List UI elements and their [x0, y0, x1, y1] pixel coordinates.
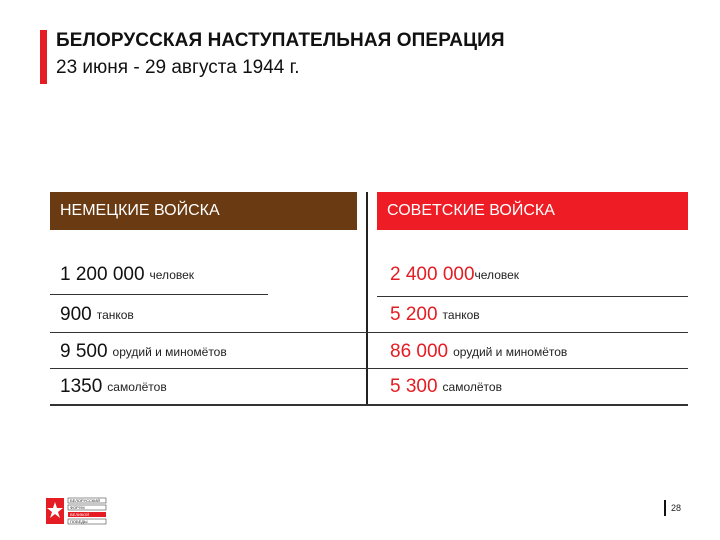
german-row-personnel — [60, 257, 194, 293]
page-number: 28 — [671, 503, 682, 513]
title-accent-bar — [40, 30, 47, 84]
german-aircraft-unit: самолётов — [107, 380, 167, 394]
table-bottom-border — [50, 404, 688, 406]
column-divider — [366, 192, 368, 404]
german-artillery-value: 9 500 — [60, 341, 108, 362]
soviet-row-artillery — [390, 334, 567, 370]
soviet-row-aircraft — [390, 369, 502, 405]
german-tanks-unit: танков — [96, 308, 134, 322]
german-artillery-unit: орудий и миномётов — [112, 345, 227, 359]
soviet-personnel-value: 2 400 000 — [390, 264, 475, 285]
german-aircraft-value: 1350 — [60, 376, 103, 397]
soviet-tanks-value: 5 200 — [390, 304, 438, 325]
german-row-tanks — [60, 297, 134, 333]
german-row-divider — [50, 294, 268, 295]
logo-line-2: ФОРУМ — [70, 505, 85, 510]
soviet-forces-header: СОВЕТСКИЕ ВОЙСКА — [377, 192, 688, 230]
soviet-tanks-unit: танков — [442, 308, 480, 322]
soviet-artillery-unit: орудий и миномётов — [453, 345, 568, 359]
page-number-bar — [664, 500, 666, 516]
soviet-aircraft-value: 5 300 — [390, 376, 438, 397]
soviet-row-tanks — [390, 297, 480, 333]
german-row-artillery — [60, 334, 227, 370]
logo-line-3: ВЕЛИКОЙ — [70, 512, 90, 517]
german-personnel-value: 1 200 000 — [60, 264, 145, 285]
soviet-personnel-unit: человек — [474, 268, 520, 282]
soviet-row-personnel — [390, 257, 519, 293]
german-row-aircraft — [60, 369, 167, 405]
table-row-divider — [50, 332, 688, 333]
german-forces-header: НЕМЕЦКИЕ ВОЙСКА — [50, 192, 357, 230]
forum-logo — [44, 494, 114, 528]
german-tanks-value: 900 — [60, 304, 92, 325]
page-subtitle: 23 июня - 29 августа 1944 г. — [56, 57, 300, 78]
page-title: БЕЛОРУССКАЯ НАСТУПАТЕЛЬНАЯ ОПЕРАЦИЯ — [56, 30, 505, 51]
logo-line-1: БЕЛОРУССКИЙ — [70, 498, 101, 503]
logo-line-4: ПОБЕДЫ — [70, 519, 88, 524]
soviet-aircraft-unit: самолётов — [442, 380, 502, 394]
soviet-artillery-value: 86 000 — [390, 341, 449, 362]
german-personnel-unit: человек — [149, 268, 195, 282]
